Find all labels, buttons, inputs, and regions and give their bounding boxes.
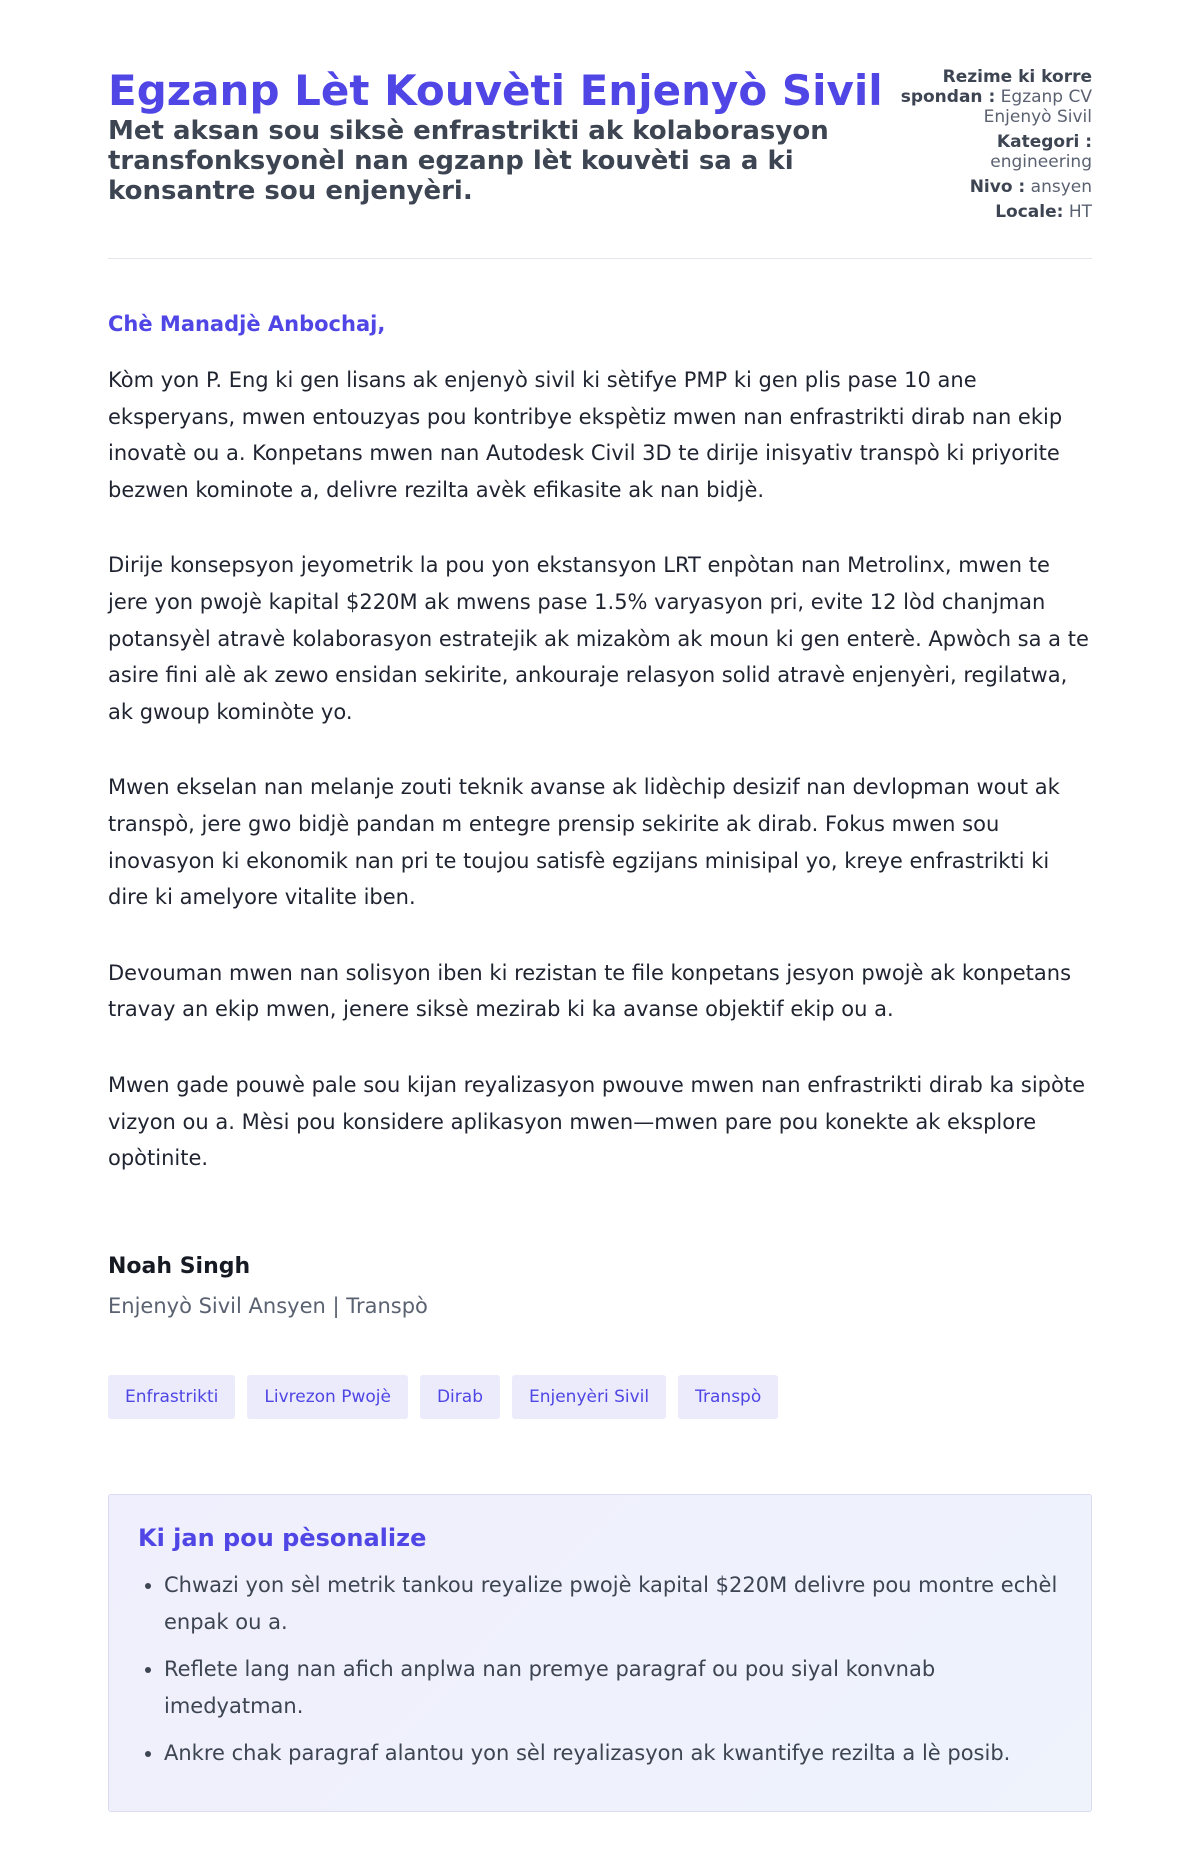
tag-chip[interactable]: Enjenyèri Sivil <box>512 1375 666 1419</box>
meta-summary-value: Egzanp CV Enjenyò Sivil <box>983 87 1092 127</box>
tip-item: • Ankre chak paragraf alantou yon sèl reyalizasyon ak kwantifye rezilta a lè posib. <box>164 1735 1062 1772</box>
meta-level-label: Nivo : <box>969 177 1026 197</box>
meta-locale-value: HT <box>1068 202 1092 222</box>
tag-chip[interactable]: Transpò <box>678 1375 778 1419</box>
paragraph: Mwen gade pouwè pale sou kijan reyalizasyon pwouve mwen nan enfrastrikti dirab ka sipòte vizyon ou a. Mèsi pou konsidere aplikasyon mwen—mwen pare pou konekte ak eksplore opòtinite. <box>108 1072 1085 1171</box>
tag-chip[interactable]: Dirab <box>420 1375 500 1419</box>
meta-category <box>892 132 1092 172</box>
meta-level-value: ansyen <box>1030 177 1092 197</box>
meta-locale-label: Locale: <box>995 202 1064 222</box>
paragraph: Dirije konsepsyon jeyometrik la pou yon ekstansyon LRT enpòtan nan Metrolinx, mwen te jere yon pwojè kapital $220M ak mwens pase 1.5% varyasyon pri, evite 12 lòd chanjman potansyèl atravè kolaborasyon estratejik ak mizakòm ak moun ki gen enterè. Apwòch sa a te asire fini alè ak zewo ensidan sekirite, ankouraje relasyon solid atravè enjenyèri, regilatwa, ak gwoup kominòte yo. <box>108 553 1089 724</box>
customization-tips-box <box>108 1494 1092 1812</box>
tips-title: Ki jan pou pèsonalize <box>138 1523 427 1552</box>
meta-category-value: engineering <box>990 152 1092 172</box>
meta-summary-label: Rezime ki korre spondan : <box>900 67 1092 107</box>
paragraph: Kòm yon P. Eng ki gen lisans ak enjenyò sivil ki sètifye PMP ki gen plis pase 10 ane eksperyans, mwen entouzyas pou kontribye ekspètiz mwen nan enfrastrikti dirab nan ekip inovatè ou a. Konpetans mwen nan Autodesk Civil 3D te dirije inisyativ transpò ki priyorite bezwen kominote a, delivre rezilta avèk efikasite ak nan bidjè. <box>108 368 1063 502</box>
page-subtitle: Met aksan sou siksè enfrastrikti ak kolaborasyon transfonksyonèl nan egzanp lèt kouvèti sa a ki konsantre sou enjenyèri. <box>108 116 829 206</box>
salutation: Chè Manadjè Anbochaj, <box>108 312 386 336</box>
meta-level <box>892 177 1092 197</box>
page-title: Egzanp Lèt Kouvèti Enjenyò Sivil <box>108 66 883 115</box>
tag-chip[interactable]: Livrezon Pwojè <box>247 1375 408 1419</box>
tag-list <box>108 1375 1092 1419</box>
signature-name: Noah Singh <box>108 1253 251 1279</box>
tip-item: • Reflete lang nan afich anplwa nan premye paragraf ou pou siyal konvnab imedyatman. <box>164 1651 1062 1725</box>
meta-panel <box>892 67 1092 227</box>
tip-item: • Chwazi yon sèl metrik tankou reyalize pwojè kapital $220M delivre pou montre echèl enpak ou a. <box>164 1567 1062 1641</box>
signature-title: Enjenyò Sivil Ansyen | Transpò <box>108 1293 428 1318</box>
document-header <box>108 0 1092 259</box>
meta-summary <box>892 67 1092 127</box>
tips-list <box>138 1567 1062 1772</box>
paragraph: Devouman mwen nan solisyon iben ki rezistan te file konpetans jesyon pwojè ak konpetans travay an ekip mwen, jenere siksè mezirab ki ka avanse objektif ekip ou a. <box>108 960 1072 1022</box>
meta-locale <box>892 202 1092 222</box>
tag-chip[interactable]: Enfrastrikti <box>108 1375 235 1419</box>
paragraph: Mwen ekselan nan melanje zouti teknik avanse ak lidèchip desizif nan devlopman wout ak transpò, jere gwo bidjè pandan m entegre prensip sekirite ak dirab. Fokus mwen sou inovasyon ki ekonomik nan pri te toujou satisfè egzijans minisipal yo, kreye enfrastrikti ki dire ki amelyore vitalite iben. <box>108 775 1060 910</box>
letter-body <box>108 309 1092 1321</box>
meta-category-label: Kategori : <box>996 132 1092 152</box>
